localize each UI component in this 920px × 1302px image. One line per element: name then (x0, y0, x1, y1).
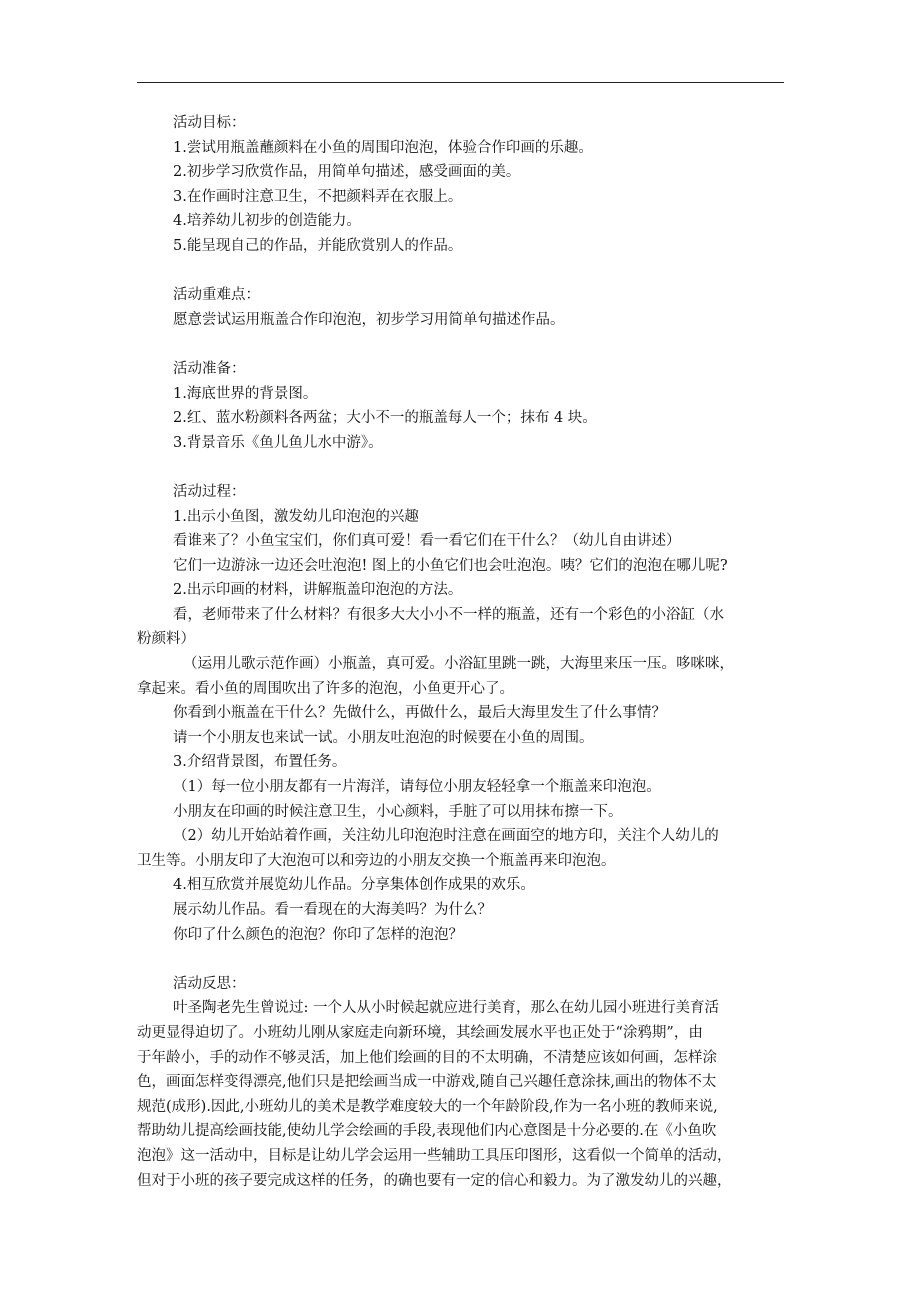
key-points-text: 愿意尝试运用瓶盖合作印泡泡，初步学习用简单句描述作品。 (173, 311, 565, 328)
process-line: 你印了什么颜色的泡泡？你印了怎样的泡泡？ (173, 926, 463, 943)
goals-heading: 活动目标： (173, 115, 246, 131)
key-points-heading: 活动重难点： (173, 287, 260, 304)
process-line: 看，老师带来了什么材料？有很多大大小小不一样的瓶盖，还有一个彩色的小浴缸（水 (173, 606, 724, 623)
process-line: （2）幼儿开始站着作画，关注幼儿印泡泡时注意在画面空的地方印，关注个人幼儿的 (173, 828, 719, 845)
process-line: 1.出示小鱼图，激发幼儿印泡泡的兴趣 (173, 508, 419, 525)
goal-item: 1.尝试用瓶盖蘸颜料在小鱼的周围印泡泡，体验合作印画的乐趣。 (173, 139, 593, 156)
process-line: 粉颜料） (137, 631, 195, 648)
preparation-item: 3.背景音乐《鱼儿鱼儿水中游》。 (173, 434, 383, 451)
header-rule (137, 82, 784, 83)
reflection-line: 但对于小班的孩子要完成这样的任务，的确也要有一定的信心和毅力。为了激发幼儿的兴趣， (137, 1172, 732, 1189)
preparation-heading: 活动准备： (173, 360, 246, 377)
process-line: 小朋友在印画的时候注意卫生，小心颜料，手脏了可以用抹布擦一下。 (173, 803, 623, 820)
process-line: 请一个小朋友也来试一试。小朋友吐泡泡的时候要在小鱼的周围。 (173, 729, 594, 746)
process-line: 展示幼儿作品。看一看现在的大海美吗？为什么？ (173, 902, 492, 918)
process-heading: 活动过程： (173, 483, 246, 500)
process-line: （运用儿歌示范作画）小瓶盖，真可爱。小浴缸里跳一跳，大海里来压一压。哆咪咪， (183, 656, 734, 673)
process-line: 2.出示印画的材料，讲解瓶盖印泡泡的方法。 (173, 582, 463, 599)
reflection-heading: 活动反思： (173, 975, 246, 992)
goal-item: 5.能呈现自己的作品，并能欣赏别人的作品。 (173, 237, 463, 254)
process-line: 看谁来了？小鱼宝宝们，你们真可爱！看一看它们在干什么？（幼儿自由讲述） (173, 533, 681, 550)
goal-item: 2.初步学习欣赏作品，用简单句描述，感受画面的美。 (173, 164, 521, 181)
preparation-item: 1.海底世界的背景图。 (173, 385, 318, 402)
process-line: 3.介绍背景图，布置任务。 (173, 754, 347, 771)
process-line: 它们一边游泳一边还会吐泡泡! 图上的小鱼它们也会吐泡泡。咦？它们的泡泡在哪儿呢? (173, 557, 728, 574)
reflection-line: 规范(成形).因此,小班幼儿的美术是教学难度较大的一个年龄阶段,作为一名小班的教师来说, (137, 1098, 718, 1115)
reflection-line: 动更显得迫切了。小班幼儿刚从家庭走向新环境，其绘画发展水平也正处于“涂鸦期”，由 (137, 1024, 703, 1041)
reflection-line: 帮助幼儿提高绘画技能,使幼儿学会绘画的手段,表现他们内心意图是十分必要的.在《小鱼吹 (137, 1123, 717, 1140)
document-body (137, 111, 788, 1193)
goal-item: 3.在作画时注意卫生，不把颜料弄在衣服上。 (173, 188, 463, 205)
process-line: 你看到小瓶盖在干什么？先做什么，再做什么，最后大海里发生了什么事情？ (173, 705, 666, 722)
goal-item: 4.培养幼儿初步的创造能力。 (173, 213, 361, 230)
reflection-line: 于年龄小，手的动作不够灵活，加上他们绘画的目的不太明确，不清楚应该如何画，怎样涂 (137, 1049, 717, 1066)
reflection-line: 泡泡》这一活动中，目标是让幼儿学会运用一些辅助工具压印图形，这看似一个简单的活动， (137, 1147, 732, 1164)
process-line: 4.相互欣赏并展览幼儿作品。分享集体创作成果的欢乐。 (173, 877, 535, 894)
reflection-line: 叶圣陶老先生曾说过: 一个人从小时候起就应进行美育，那么在幼儿园小班进行美育活 (173, 1000, 719, 1017)
process-line: 拿起来。看小鱼的周围吹出了许多的泡泡，小鱼更开心了。 (137, 680, 514, 697)
process-line: 卫生等。小朋友印了大泡泡可以和旁边的小朋友交换一个瓶盖再来印泡泡。 (137, 852, 616, 869)
preparation-item: 2.红、蓝水粉颜料各两盆；大小不一的瓶盖每人一个；抹布 4 块。 (173, 410, 597, 427)
reflection-line: 色，画面怎样变得漂亮,他们只是把绘画当成一中游戏,随自己兴趣任意涂抹,画出的物体不太 (137, 1074, 717, 1091)
process-line: （1）每一位小朋友都有一片海洋，请每位小朋友轻轻拿一个瓶盖来印泡泡。 (173, 779, 661, 796)
